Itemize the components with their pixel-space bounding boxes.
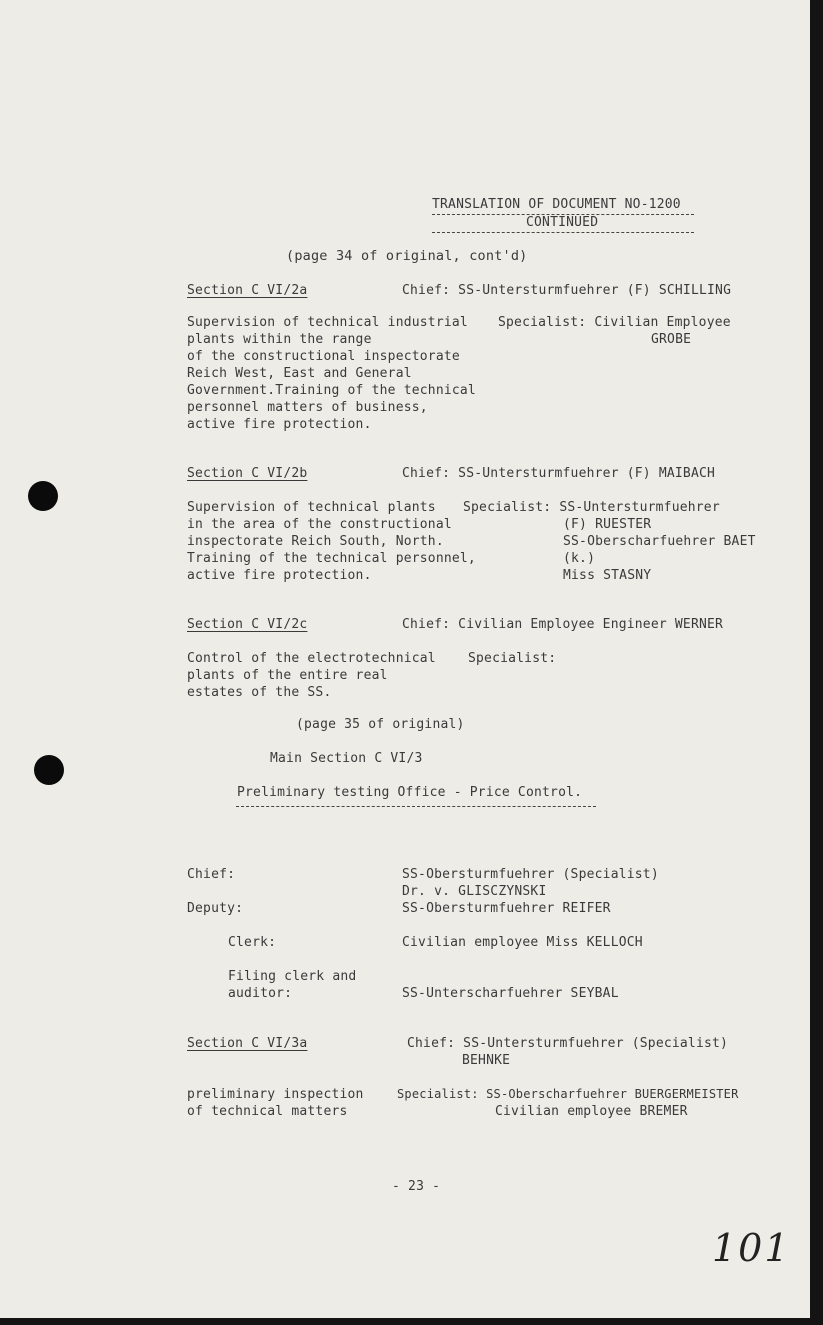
subtitle-rule [432, 232, 694, 233]
section-desc-line: of technical matters [187, 1104, 348, 1119]
section-desc-line: of the constructional inspectorate [187, 349, 460, 364]
section-specialist: Civilian employee BREMER [495, 1104, 688, 1119]
section-desc-line: Supervision of technical plants [187, 500, 436, 515]
section-heading: Section C VI/2c [187, 617, 308, 632]
handwritten-folio-number: 101 [712, 1226, 791, 1270]
staff-label: Deputy: [187, 901, 244, 916]
section-heading: Section C VI/2a [187, 283, 308, 298]
section-desc-line: plants of the entire real [187, 668, 388, 683]
section-desc-line: Supervision of technical industrial [187, 315, 468, 330]
punch-hole [28, 481, 58, 511]
staff-value: Civilian employee Miss KELLOCH [402, 935, 643, 950]
section-specialist: Specialist: SS-Untersturmfuehrer [463, 500, 720, 515]
section-specialist: Specialist: [468, 651, 557, 666]
section-desc-line: active fire protection. [187, 417, 372, 432]
section-desc-line: personnel matters of business, [187, 400, 428, 415]
section-specialist: GROBE [651, 332, 692, 347]
section-chief: Chief: SS-Untersturmfuehrer (Specialist) [407, 1036, 729, 1051]
page-reference: (page 35 of original) [296, 717, 465, 732]
section-heading: Section C VI/2b [187, 466, 308, 481]
section-specialist: Specialist: Civilian Employee [498, 315, 731, 330]
section-desc-line: estates of the SS. [187, 685, 332, 700]
section-chief: Chief: SS-Untersturmfuehrer (F) MAIBACH [402, 466, 716, 481]
section-heading: Section C VI/3a [187, 1036, 308, 1051]
section-desc-line: plants within the range [187, 332, 372, 347]
document-subtitle: CONTINUED [526, 215, 599, 230]
section-chief: BEHNKE [462, 1053, 511, 1068]
section-desc-line: Reich West, East and General [187, 366, 412, 381]
section-specialist: SS-Oberscharfuehrer BAET [563, 534, 756, 549]
section-specialist: Specialist: SS-Oberscharfuehrer BUERGERMEISTER [397, 1087, 739, 1101]
staff-value: SS-Unterscharfuehrer SEYBAL [402, 986, 619, 1001]
section-desc-line: Government.Training of the technical [187, 383, 476, 398]
document-title: TRANSLATION OF DOCUMENT NO-1200 [432, 197, 681, 212]
staff-value: SS-Obersturmfuehrer (Specialist) [402, 867, 659, 882]
staff-value: Dr. v. GLISCZYNSKI [402, 884, 547, 899]
section-desc-line: inspectorate Reich South, North. [187, 534, 444, 549]
main-section-title: Main Section C VI/3 [270, 751, 423, 766]
staff-label: Chief: [187, 867, 236, 882]
staff-label: auditor: [228, 986, 293, 1001]
section-desc-line: preliminary inspection [187, 1087, 364, 1102]
punch-hole [34, 755, 64, 785]
section-desc-line: Training of the technical personnel, [187, 551, 476, 566]
staff-label: Filing clerk and [228, 969, 357, 984]
staff-label: Clerk: [228, 935, 277, 950]
section-specialist: (F) RUESTER [563, 517, 652, 532]
section-specialist: Miss STASNY [563, 568, 652, 583]
section-desc-line: in the area of the constructional [187, 517, 452, 532]
page-reference: (page 34 of original, cont'd) [286, 248, 528, 264]
page-number: - 23 - [392, 1179, 441, 1194]
staff-value: SS-Obersturmfuehrer REIFER [402, 901, 611, 916]
section-chief: Chief: SS-Untersturmfuehrer (F) SCHILLING [402, 283, 732, 298]
section-desc-line: Control of the electrotechnical [187, 651, 436, 666]
section-specialist: (k.) [563, 551, 596, 566]
main-section-rule [236, 806, 596, 807]
main-section-subtitle: Preliminary testing Office - Price Control. [237, 785, 583, 800]
section-desc-line: active fire protection. [187, 568, 372, 583]
section-chief: Chief: Civilian Employee Engineer WERNER [402, 617, 724, 632]
